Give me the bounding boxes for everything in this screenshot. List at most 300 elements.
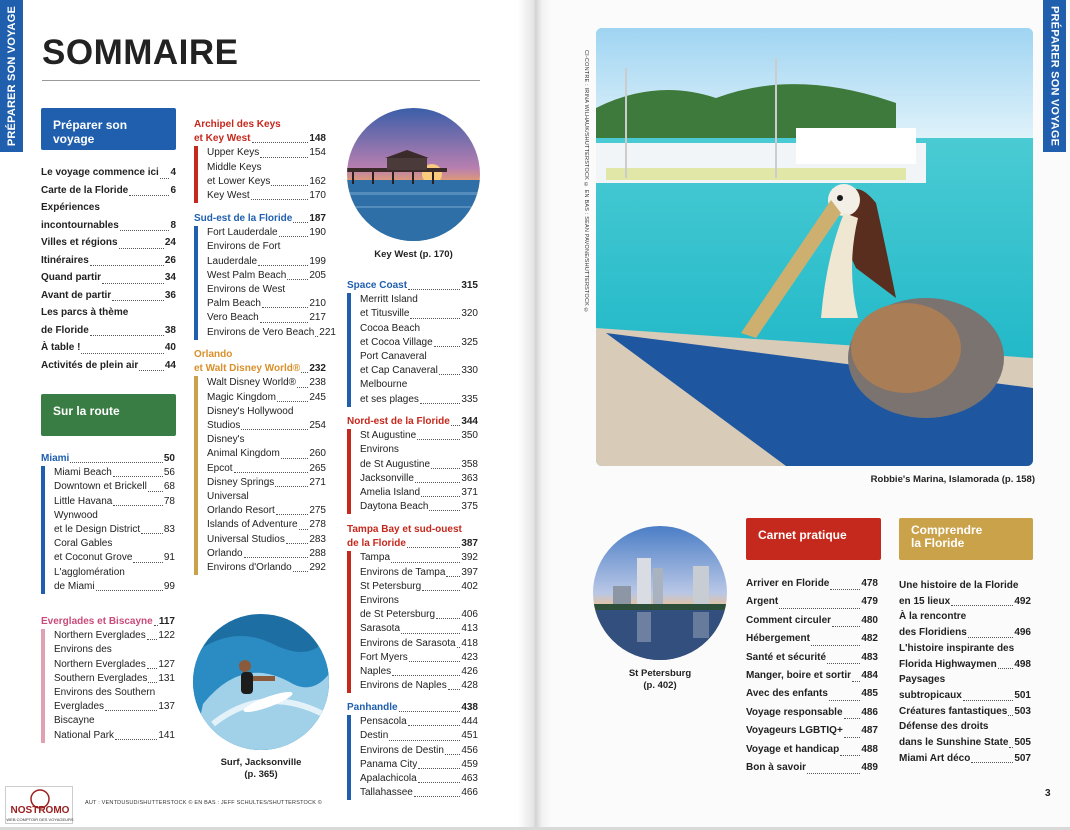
nostromo-logo	[5, 786, 73, 824]
toc-entry[interactable]	[360, 729, 478, 743]
toc-entry[interactable]	[360, 458, 478, 472]
toc-entry-label: en 15 lieux	[899, 595, 951, 607]
toc-entry[interactable]	[899, 719, 1031, 735]
toc-entry[interactable]	[41, 357, 176, 375]
toc-entry[interactable]	[360, 758, 478, 772]
toc-entry[interactable]	[207, 226, 326, 240]
toc-entry-label: Activités de plein air	[41, 359, 139, 371]
toc-entry[interactable]	[54, 672, 175, 686]
toc-leader-dots	[262, 307, 308, 308]
toc-entry[interactable]	[41, 217, 176, 235]
toc-entry[interactable]	[360, 679, 478, 693]
region-heading: Tampa Bay et sud-ouest	[347, 524, 462, 535]
toc-leader-dots	[115, 739, 157, 740]
toc-entry-page: 260	[309, 448, 326, 460]
toc-leader-dots	[399, 711, 461, 712]
toc-entry-page: 217	[309, 312, 326, 324]
section-carnet[interactable]	[746, 518, 881, 560]
toc-entry-label: de St Petersburg	[360, 609, 436, 621]
toc-entry-page: 488	[861, 743, 878, 755]
toc-leader-dots	[439, 374, 460, 375]
toc-entry-label: et Coconut Grove	[54, 552, 133, 564]
toc-leader-dots	[832, 626, 860, 627]
toc-leader-dots	[446, 576, 460, 577]
toc-entry-page: 466	[461, 787, 478, 799]
region-heading-row[interactable]	[194, 132, 326, 146]
toc-entry[interactable]	[207, 533, 326, 547]
toc-leader-dots	[293, 222, 308, 223]
toc-entry[interactable]	[360, 378, 478, 392]
toc-entry[interactable]	[360, 322, 478, 336]
toc-entry-page: 444	[461, 716, 478, 728]
toc-leader-dots	[389, 740, 460, 741]
section-preparer-label: Préparer son voyage	[53, 118, 128, 146]
toc-entry[interactable]	[41, 234, 176, 252]
toc-entry[interactable]	[41, 164, 176, 182]
toc-entry[interactable]	[899, 609, 1031, 625]
region-items	[194, 226, 336, 340]
toc-entry[interactable]	[54, 729, 175, 743]
toc-entry-page: 387	[461, 538, 478, 550]
toc-entry-label: et Lower Keys	[207, 175, 271, 187]
toc-leader-dots	[829, 700, 860, 701]
toc-entry[interactable]	[207, 240, 326, 254]
toc-leader-dots	[105, 710, 157, 711]
toc-entry[interactable]	[899, 641, 1031, 657]
toc-entry[interactable]	[899, 625, 1031, 641]
toc-leader-dots	[244, 557, 309, 558]
toc-entry[interactable]	[207, 146, 326, 160]
toc-leader-dots	[70, 462, 163, 463]
toc-entry-label: Palm Beach	[207, 298, 261, 310]
toc-entry[interactable]	[360, 429, 478, 443]
toc-entry[interactable]	[54, 714, 175, 728]
region-heading-row[interactable]	[347, 415, 478, 429]
toc-leader-dots	[417, 439, 460, 440]
toc-entry-label: et ses plages	[360, 393, 419, 405]
toc-entry[interactable]	[41, 322, 176, 340]
toc-entry-label: Disney's Hollywood	[207, 405, 294, 417]
caption-surf	[193, 757, 329, 781]
toc-leader-dots	[154, 625, 158, 626]
toc-entry-label: Animal Kingdom	[207, 448, 280, 460]
toc-entry-label: Bon à savoir	[746, 762, 807, 774]
toc-entry-label: Naples	[360, 666, 392, 678]
toc-entry[interactable]	[207, 504, 326, 518]
toc-entry-label: Middle Keys	[207, 161, 262, 173]
toc-leader-dots	[429, 510, 460, 511]
toc-entry-page: 283	[309, 533, 326, 545]
toc-entry[interactable]	[207, 255, 326, 269]
toc-entry-label: Environs de Naples	[360, 680, 447, 692]
toc-entry[interactable]	[899, 688, 1031, 704]
toc-entry-page: 402	[461, 580, 478, 592]
toc-entry-label: et le Design District	[54, 524, 141, 536]
toc-entry[interactable]	[360, 772, 478, 786]
toc-preparer	[41, 164, 176, 374]
toc-entry-label: Panama City	[360, 758, 418, 770]
toc-entry[interactable]	[207, 447, 326, 461]
toc-tampa	[347, 523, 478, 693]
toc-entry-label: Environs	[360, 595, 399, 607]
toc-leader-dots	[968, 637, 1014, 638]
toc-entry-page: 288	[309, 547, 326, 559]
toc-entry[interactable]	[207, 269, 326, 283]
toc-entry-page: 423	[461, 651, 478, 663]
toc-entry[interactable]	[360, 393, 478, 407]
toc-entry[interactable]	[41, 304, 176, 322]
toc-leader-dots	[951, 605, 1013, 606]
toc-leader-dots	[811, 645, 860, 646]
toc-entry[interactable]	[360, 350, 478, 364]
region-items	[347, 293, 478, 407]
toc-leader-dots	[401, 633, 460, 634]
region-heading-row[interactable]	[41, 615, 175, 629]
toc-leader-dots	[147, 668, 158, 669]
toc-entry-page: 482	[861, 633, 878, 645]
toc-entry-label: Villes et régions	[41, 237, 118, 248]
toc-entry-page: 44	[164, 359, 176, 371]
toc-entry-page: 26	[164, 254, 176, 266]
toc-entry-page: 190	[309, 227, 326, 239]
toc-entry-page: 501	[1014, 689, 1031, 701]
toc-leader-dots	[408, 725, 461, 726]
region-heading-row[interactable]	[194, 362, 326, 376]
toc-leader-dots	[113, 476, 163, 477]
toc-entry[interactable]	[207, 283, 326, 297]
toc-entry-label: Miami Beach	[54, 467, 112, 479]
toc-entry-page: 56	[163, 467, 175, 479]
toc-entry[interactable]	[207, 490, 326, 504]
toc-entry-label: Destin	[360, 730, 389, 742]
toc-entry-label: Voyage et handicap	[746, 743, 840, 755]
toc-entry[interactable]	[360, 307, 478, 321]
region-heading-row[interactable]	[347, 701, 478, 715]
toc-entry-page: 485	[861, 688, 878, 700]
toc-entry[interactable]	[360, 551, 478, 565]
toc-entry[interactable]	[54, 686, 175, 700]
toc-entry-label: West Palm Beach	[207, 269, 287, 281]
toc-leader-dots	[301, 372, 308, 373]
toc-entry-page: 131	[158, 672, 175, 684]
toc-miami	[41, 452, 175, 594]
toc-entry-page: 486	[861, 706, 878, 718]
toc-leader-dots	[434, 346, 461, 347]
toc-entry[interactable]	[746, 704, 878, 722]
toc-entry-label: Tampa	[360, 552, 391, 564]
toc-entry-label: Expériences	[41, 202, 100, 213]
toc-leader-dots	[436, 618, 460, 619]
toc-entry[interactable]	[360, 336, 478, 350]
toc-entry-label: Little Havana	[54, 495, 113, 507]
toc-entry-page: 375	[461, 501, 478, 513]
toc-leader-dots	[844, 718, 861, 719]
toc-entry[interactable]	[360, 594, 478, 608]
toc-entry[interactable]	[207, 419, 326, 433]
toc-entry-page: 99	[163, 580, 175, 592]
toc-leader-dots	[251, 199, 309, 200]
toc-entry[interactable]	[207, 311, 326, 325]
toc-entry[interactable]	[207, 189, 326, 203]
toc-entry[interactable]	[41, 182, 176, 200]
region-heading-row[interactable]	[347, 537, 478, 551]
toc-entry[interactable]	[207, 547, 326, 561]
toc-entry[interactable]	[746, 722, 878, 740]
toc-entry[interactable]	[746, 593, 878, 611]
toc-entry[interactable]	[54, 509, 175, 523]
toc-entry-page: 397	[461, 566, 478, 578]
toc-entry[interactable]	[360, 622, 478, 636]
toc-entry[interactable]	[207, 391, 326, 405]
toc-entry-page: 484	[861, 670, 878, 682]
toc-entry[interactable]	[207, 405, 326, 419]
toc-entry[interactable]	[746, 612, 878, 630]
toc-entry-page: 456	[461, 744, 478, 756]
toc-entry[interactable]	[360, 500, 478, 514]
toc-leader-dots	[408, 289, 460, 290]
toc-everglades	[41, 615, 175, 743]
toc-leader-dots	[112, 300, 164, 301]
toc-entry[interactable]	[54, 537, 175, 551]
toc-entry[interactable]	[207, 561, 326, 575]
toc-entry[interactable]	[899, 735, 1031, 751]
toc-entry[interactable]	[41, 287, 176, 305]
toc-entry[interactable]	[746, 575, 878, 593]
toc-entry[interactable]	[360, 566, 478, 580]
toc-entry-page: 137	[158, 701, 175, 713]
toc-leader-dots	[271, 185, 308, 186]
toc-entry-page: 478	[861, 578, 878, 589]
title-divider	[42, 80, 480, 81]
toc-entry[interactable]	[54, 523, 175, 537]
toc-entry-label: Epcot	[207, 462, 233, 474]
toc-entry[interactable]	[207, 326, 336, 340]
toc-entry[interactable]	[54, 495, 175, 509]
toc-entry-label: Northern Everglades	[54, 630, 146, 642]
side-tab-label: PRÉPARER SON VOYAGE	[1048, 5, 1061, 147]
toc-entry[interactable]	[360, 651, 478, 665]
toc-entry[interactable]	[54, 629, 175, 643]
region-heading-row[interactable]	[194, 212, 326, 226]
toc-entry-label: de St Augustine	[360, 458, 431, 470]
toc-entry[interactable]	[360, 580, 478, 594]
toc-entry-page: 154	[309, 147, 326, 159]
toc-orlando	[194, 348, 326, 575]
toc-entry[interactable]	[54, 551, 175, 565]
toc-entry[interactable]	[360, 486, 478, 500]
toc-leader-dots	[392, 675, 460, 676]
book-spine	[518, 0, 552, 827]
toc-entry[interactable]	[207, 376, 326, 390]
toc-carnet	[746, 575, 878, 777]
toc-entry-label: St Petersburg	[360, 580, 422, 592]
toc-entry-page: 271	[309, 476, 326, 488]
toc-entry[interactable]	[899, 657, 1031, 673]
toc-entry-page: 498	[1014, 658, 1031, 670]
toc-sudest	[194, 212, 336, 340]
toc-entry-page: 479	[861, 596, 878, 608]
toc-entry-page: 265	[309, 462, 326, 474]
toc-leader-dots	[315, 336, 318, 337]
toc-entry[interactable]	[41, 339, 176, 357]
toc-entry-label: Melbourne	[360, 379, 408, 391]
toc-leader-dots	[286, 543, 309, 544]
toc-entry-page: 428	[461, 680, 478, 692]
toc-leader-dots	[279, 236, 309, 237]
toc-entry-page: 344	[461, 416, 478, 427]
toc-entry-label: Northern Everglades	[54, 658, 146, 670]
toc-leader-dots	[840, 755, 860, 756]
toc-leader-dots	[120, 230, 170, 231]
toc-entry-page: 91	[163, 552, 175, 564]
toc-entry-page: 245	[309, 391, 326, 403]
toc-entry-page: 487	[861, 725, 878, 737]
toc-entry[interactable]	[207, 462, 326, 476]
toc-entry-label: National Park	[54, 729, 115, 741]
toc-entry-page: 451	[461, 730, 478, 742]
toc-entry[interactable]	[207, 175, 326, 189]
toc-leader-dots	[827, 663, 860, 664]
toc-keys	[194, 118, 326, 203]
toc-entry[interactable]	[207, 518, 326, 532]
toc-entry-label: de Floride	[41, 324, 89, 336]
toc-leader-dots	[391, 562, 460, 563]
toc-entry-page: 392	[461, 552, 478, 564]
toc-entry[interactable]	[360, 637, 478, 651]
toc-entry[interactable]	[746, 649, 878, 667]
toc-entry[interactable]	[746, 685, 878, 703]
toc-entry[interactable]	[899, 672, 1031, 688]
toc-entry-page: 496	[1014, 627, 1031, 639]
toc-entry[interactable]	[360, 608, 478, 622]
caption-stpete-line1: St Petersburg	[628, 668, 692, 679]
toc-leader-dots	[81, 353, 163, 354]
toc-entry[interactable]	[207, 161, 326, 175]
toc-entry-label: Environs des Southern	[54, 687, 156, 699]
toc-entry[interactable]	[54, 643, 175, 657]
toc-entry-label: et Titusville	[360, 308, 410, 320]
toc-entry-label: et Key West	[194, 133, 251, 145]
photo-credit-vertical: CI-CONTRE : IRINA WILHAUK/SHUTTERSTOCK © EN BAS : SEAN PAVONE/SHUTTERSTOCK ©	[583, 50, 589, 314]
toc-entry-page: 205	[309, 269, 326, 281]
toc-entry[interactable]	[41, 269, 176, 287]
toc-leader-dots	[90, 265, 164, 266]
page-number: 3	[1045, 788, 1051, 799]
toc-entry[interactable]	[54, 466, 175, 480]
toc-entry[interactable]	[54, 566, 175, 580]
toc-entry[interactable]	[54, 700, 175, 714]
region-items	[347, 715, 478, 800]
toc-entry[interactable]	[746, 630, 878, 648]
region-heading: Orlando	[194, 349, 233, 360]
toc-entry-label: Itinéraires	[41, 254, 89, 266]
toc-entry-page: 78	[163, 495, 175, 507]
toc-leader-dots	[148, 682, 157, 683]
toc-entry-label: Miami Art déco	[899, 752, 971, 764]
toc-entry[interactable]	[360, 715, 478, 729]
toc-leader-dots	[139, 370, 164, 371]
toc-entry[interactable]	[207, 297, 326, 311]
toc-entry[interactable]	[54, 480, 175, 494]
toc-entry[interactable]	[41, 252, 176, 270]
toc-entry-page: 350	[461, 430, 478, 442]
toc-entry[interactable]	[360, 364, 478, 378]
toc-leader-dots	[281, 458, 309, 459]
toc-entry-label: Merritt Island	[360, 294, 418, 306]
region-heading-row[interactable]	[41, 452, 175, 466]
toc-entry[interactable]	[899, 751, 1031, 767]
logo-tagline: WEB COMPTOIR DES VOYAGEURS	[6, 817, 74, 822]
toc-entry-page: 6	[170, 184, 176, 196]
toc-entry[interactable]	[360, 744, 478, 758]
toc-entry[interactable]	[360, 665, 478, 679]
section-route[interactable]	[41, 394, 176, 436]
toc-entry-page: 480	[861, 614, 878, 626]
toc-entry[interactable]	[899, 578, 1031, 594]
toc-entry-page: 492	[1014, 595, 1031, 607]
toc-entry[interactable]	[360, 786, 478, 800]
region-heading-row[interactable]	[347, 279, 478, 293]
toc-entry-label: Créatures fantastiques	[899, 705, 1008, 717]
toc-entry[interactable]	[360, 443, 478, 457]
toc-entry-label: À la rencontre	[899, 611, 967, 623]
toc-entry[interactable]	[207, 476, 326, 490]
toc-entry-page: 187	[309, 213, 326, 224]
toc-entry-label: Voyage responsable	[746, 706, 843, 718]
toc-entry[interactable]	[746, 741, 878, 759]
toc-entry-label: Santé et sécurité	[746, 651, 827, 663]
section-comprendre[interactable]	[899, 518, 1033, 560]
section-preparer[interactable]	[41, 108, 176, 150]
region-items	[41, 466, 175, 594]
toc-entry-page: 210	[309, 298, 326, 310]
toc-leader-dots	[1009, 747, 1013, 748]
toc-entry-label: L'histoire inspirante des	[899, 642, 1015, 654]
caption-stpete	[593, 668, 727, 692]
toc-entry-label: Quand partir	[41, 272, 102, 283]
toc-leader-dots	[1008, 715, 1013, 716]
toc-entry[interactable]	[746, 759, 878, 777]
toc-entry[interactable]	[207, 433, 326, 447]
toc-entry-label: Fort Myers	[360, 651, 408, 663]
marina-photo	[596, 28, 1033, 466]
toc-entry[interactable]	[746, 667, 878, 685]
toc-entry[interactable]	[54, 658, 175, 672]
toc-leader-dots	[90, 335, 164, 336]
toc-entry-label: Une histoire de la Floride	[899, 580, 1019, 591]
toc-entry[interactable]	[41, 199, 176, 217]
toc-entry-label: subtropicaux	[899, 689, 962, 701]
side-tab-label: PRÉPARER SON VOYAGE	[5, 5, 18, 147]
toc-leader-dots	[234, 472, 309, 473]
toc-entry[interactable]	[899, 594, 1031, 610]
toc-leader-dots	[260, 157, 308, 158]
toc-leader-dots	[260, 322, 309, 323]
toc-entry-label: Défense des droits	[899, 721, 989, 733]
toc-entry[interactable]	[360, 472, 478, 486]
toc-entry-label: Southern Everglades	[54, 672, 148, 684]
toc-entry-page: 170	[309, 190, 326, 202]
toc-entry-page: 34	[164, 272, 176, 283]
toc-entry-page: 315	[461, 280, 478, 291]
toc-entry[interactable]	[899, 704, 1031, 720]
toc-entry-page: 232	[309, 363, 326, 375]
toc-leader-dots	[445, 754, 460, 755]
region-items	[347, 429, 478, 514]
toc-entry[interactable]	[360, 293, 478, 307]
toc-entry-page: 489	[861, 762, 878, 774]
toc-entry[interactable]	[54, 580, 175, 594]
